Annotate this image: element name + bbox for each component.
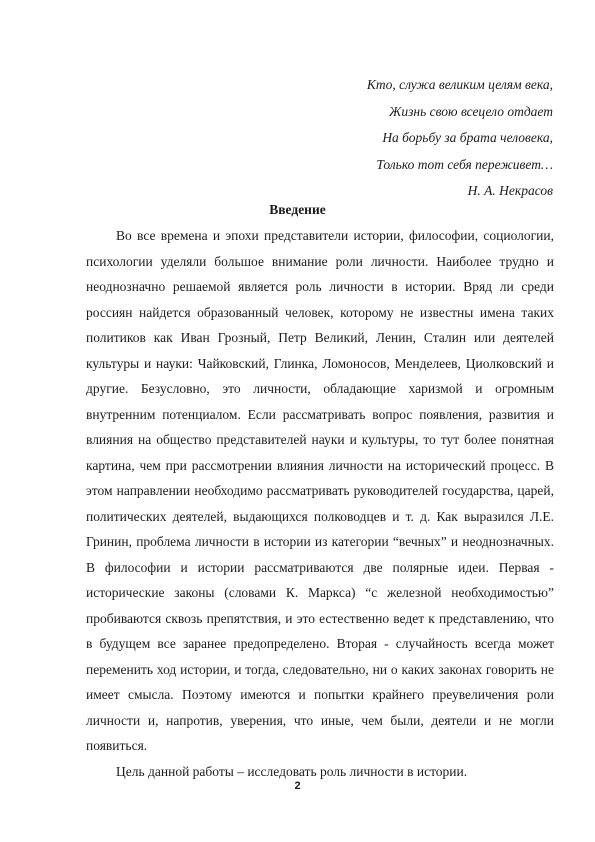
page-number: 2: [294, 780, 301, 792]
epigraph-line: Кто, служа великим целям века,: [366, 77, 553, 92]
paragraph: Цель данной работы – исследовать роль личности в истории.: [116, 763, 468, 779]
epigraph-line: Только тот себя переживет…: [376, 156, 553, 172]
body-text: [86, 223, 554, 784]
paragraph: Во все времена и эпохи представители истории, философии, социологии, психологии уделяли большое внимание роли личности. Наиболее трудно и неоднозначно решаемой является роль личности в истории. Вряд ли среди россиян найдется образованный человек, которому не известны имена таких политиков как Иван Грозный, Петр Великий, Ленин, Сталин или деятелей культуры и науки: Чайковский, Глинка, Ломоносов, Менделеев, Циолковский и другие. Безусловно, это личности, обладающие харизмой и огромным внутренним потенциалом. Если рассматривать вопрос появления, развития и влияния на общество представителей науки и культуры, то тут более понятная картина, чем при рассмотрении влияния личности на исторический процесс. В этом направлении необходимо рассматривать руководителей государства, царей, политических деятелей, выдающихся полководцев и т. д. Как выразился Л.Е. Гринин, проблема личности в истории из категории “вечных” и неоднозначных. В философии и истории рассматриваются две полярные идеи. Первая - исторические законы (словами К. Маркса) “с железной необходимостью” пробиваются сквозь препятствия, и это естественно ведет к представлению, что в будущем все заранее предопределено. Вторая - случайность всегда может переменить ход истории, и тогда, следовательно, ни о каких законах говорить не имеет смысла. Поэтому имеются и попытки крайнего преувеличения роли личности и, напротив, уверения, что иные, чем были, деятели и не могли появиться.: [86, 228, 554, 753]
epigraph-line: Жизнь свою всецело отдает: [389, 103, 553, 119]
epigraph: [293, 72, 553, 205]
epigraph-author: Н. А. Некрасов: [467, 183, 553, 198]
epigraph-line: На борьбу за брата человека,: [382, 130, 553, 145]
section-heading: Введение: [269, 202, 326, 217]
